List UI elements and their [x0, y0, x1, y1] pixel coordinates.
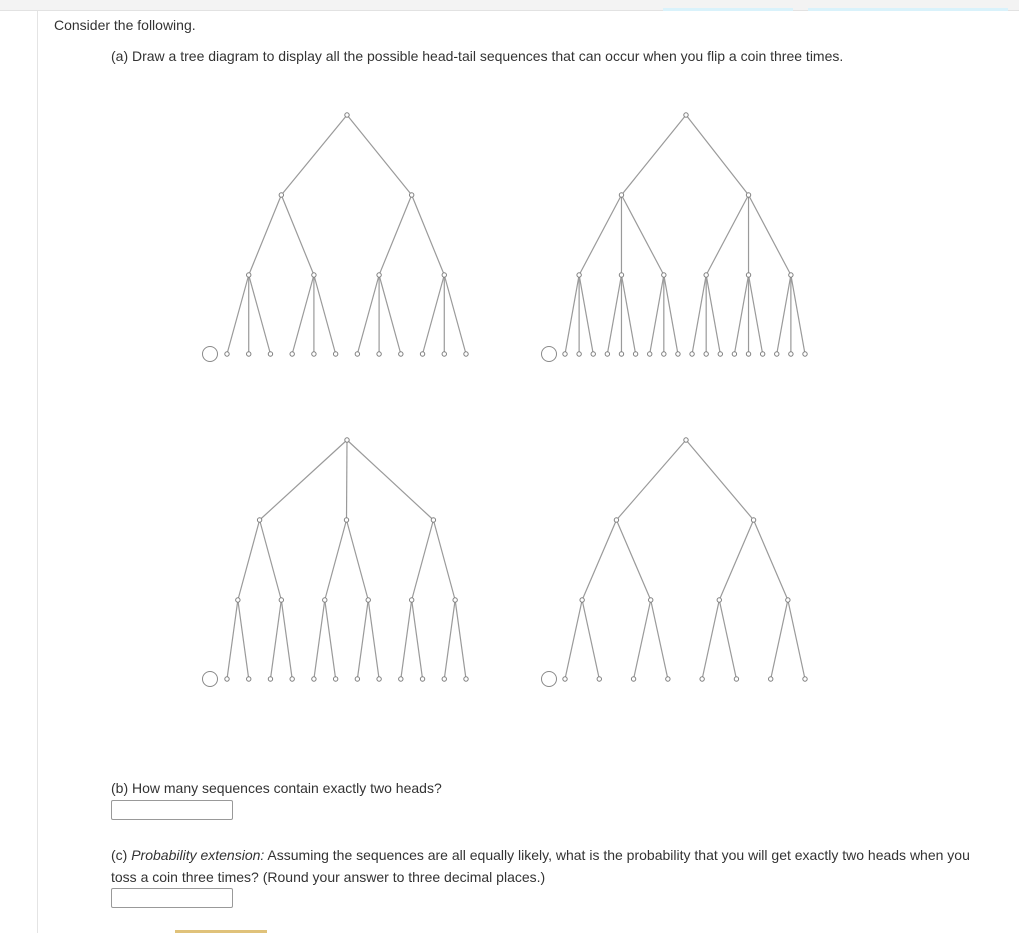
tree-node [290, 677, 294, 681]
tree-branch [260, 440, 347, 520]
tree-branch [579, 275, 593, 354]
tree-branch [357, 275, 379, 354]
tree-node [355, 677, 359, 681]
tree-branch [227, 600, 238, 679]
tree-node [676, 352, 680, 356]
tree-branch [379, 275, 401, 354]
tree-branch [325, 600, 336, 679]
tree-branch [357, 600, 368, 679]
tree-node [648, 352, 652, 356]
tree-branch [706, 195, 748, 275]
part-c-emphasis: Probability extension: [131, 847, 265, 863]
tree-branch [444, 275, 466, 354]
tree-branch [314, 600, 325, 679]
tree-node [399, 352, 403, 356]
tree-node [268, 352, 272, 356]
tree-branch [325, 520, 347, 600]
tree-branch [579, 195, 621, 275]
tree-node [312, 352, 316, 356]
tree-node [442, 352, 446, 356]
tree-branch [686, 115, 749, 195]
tree-node [279, 193, 283, 197]
tree-node [377, 273, 381, 277]
part-c-text: Assuming the sequences are all equally likely, what is the probability that you will get exactly two heads when you toss a coin three times? (Round your answer to three decimal places.) [111, 847, 970, 885]
tree-node [662, 273, 666, 277]
tree-node [442, 677, 446, 681]
tree-node [247, 273, 251, 277]
tree-branch [249, 275, 271, 354]
tree-branch [314, 275, 336, 354]
tree-node [225, 352, 229, 356]
tree-node [789, 273, 793, 277]
tree-branch [433, 520, 455, 600]
tree-branch [238, 520, 260, 600]
tree-node [453, 598, 457, 602]
tree-node [580, 598, 584, 602]
part-c-answer-input[interactable] [111, 888, 233, 908]
tree-node [344, 518, 348, 522]
tree-node [803, 352, 807, 356]
tree-node [690, 352, 694, 356]
tree-node [290, 352, 294, 356]
tree-node [345, 113, 349, 117]
tree-branch [281, 195, 314, 275]
tree-node [247, 677, 251, 681]
tree-branch [582, 520, 616, 600]
tree-option-3-radio[interactable] [202, 671, 218, 687]
tree-node [633, 352, 637, 356]
tree-option-4-radio[interactable] [541, 671, 557, 687]
tree-node [323, 598, 327, 602]
tree-branch [616, 440, 686, 520]
tree-node [420, 352, 424, 356]
tree-branch [292, 275, 314, 354]
tree-node [312, 273, 316, 277]
tree-node [789, 352, 793, 356]
tree-branch [347, 440, 348, 520]
tree-branch [444, 600, 455, 679]
tree-branch [651, 600, 668, 679]
tree-branch [281, 115, 347, 195]
tree-branch [412, 520, 434, 600]
tree-node [577, 273, 581, 277]
tree-node [786, 598, 790, 602]
tree-node [268, 677, 272, 681]
tree-node [333, 352, 337, 356]
tree-branch [379, 195, 412, 275]
tree-node [700, 677, 704, 681]
tree-branch [401, 600, 412, 679]
tree-option-1-radio[interactable] [202, 346, 218, 362]
tree-node [631, 677, 635, 681]
tree-node [684, 113, 688, 117]
tree-node [236, 598, 240, 602]
tree-node [746, 273, 750, 277]
tree-node [247, 352, 251, 356]
tree-branch [368, 600, 379, 679]
tree-branch [565, 600, 582, 679]
tree-branch [791, 275, 805, 354]
tree-node [746, 352, 750, 356]
tree-node [333, 677, 337, 681]
tree-branch [634, 600, 651, 679]
tree-node [431, 518, 435, 522]
tree-branch [749, 275, 763, 354]
tree-branch [412, 195, 445, 275]
tree-node [257, 518, 261, 522]
tree-branch [692, 275, 706, 354]
tree-branch [565, 275, 579, 354]
tree-node [775, 352, 779, 356]
tree-branch [582, 600, 599, 679]
tree-branch [621, 275, 635, 354]
tree-branch [754, 520, 788, 600]
tree-node [614, 518, 618, 522]
tree-option-4 [563, 438, 807, 681]
tree-branch [423, 275, 445, 354]
tree-node [619, 273, 623, 277]
tree-node [355, 352, 359, 356]
tree-node [464, 677, 468, 681]
tree-branch [455, 600, 466, 679]
tree-node [649, 598, 653, 602]
tree-branch [347, 440, 433, 520]
tree-node [464, 352, 468, 356]
tree-node [769, 677, 773, 681]
part-a-prompt: (a) Draw a tree diagram to display all the possible head-tail sequences that can occur when you flip a coin three times. [111, 48, 844, 64]
tree-node [366, 598, 370, 602]
tree-option-2 [563, 113, 807, 356]
tree-node [619, 352, 623, 356]
tree-option-2-radio[interactable] [541, 346, 557, 362]
tree-node [662, 352, 666, 356]
tree-node [718, 352, 722, 356]
tree-node [225, 677, 229, 681]
part-c-label: (c) [111, 847, 128, 863]
tree-branch [719, 600, 736, 679]
tree-node [746, 193, 750, 197]
tree-node [409, 598, 413, 602]
tree-node [605, 352, 609, 356]
tree-branch [650, 275, 664, 354]
tree-option-1 [225, 113, 468, 356]
tree-branch [227, 275, 249, 354]
tree-node [732, 352, 736, 356]
tree-option-3 [225, 438, 468, 681]
tree-node [704, 352, 708, 356]
tree-branch [788, 600, 805, 679]
tree-node [442, 273, 446, 277]
tree-node [717, 598, 721, 602]
part-b-prompt: (b) How many sequences contain exactly two heads? [111, 780, 442, 796]
tree-node [377, 352, 381, 356]
tree-node [803, 677, 807, 681]
tree-branch [249, 195, 282, 275]
part-c-prompt [111, 844, 996, 888]
tree-node [345, 438, 349, 442]
tree-node [409, 193, 413, 197]
tree-branch [734, 275, 748, 354]
tree-node [279, 598, 283, 602]
tree-node [684, 438, 688, 442]
tree-branch [771, 600, 788, 679]
tree-branch [260, 520, 282, 600]
tree-node [734, 677, 738, 681]
tree-branch [719, 520, 753, 600]
tree-branch [702, 600, 719, 679]
tree-node [591, 352, 595, 356]
tree-node [377, 677, 381, 681]
tree-node [597, 677, 601, 681]
tree-branch [347, 115, 412, 195]
tree-branch [706, 275, 720, 354]
tree-node [619, 193, 623, 197]
tree-branch [686, 440, 754, 520]
tree-node [563, 677, 567, 681]
tree-branch [412, 600, 423, 679]
tree-branch [777, 275, 791, 354]
tree-node [577, 352, 581, 356]
tree-node [399, 677, 403, 681]
tree-node [704, 273, 708, 277]
tree-node [420, 677, 424, 681]
tree-branch [616, 520, 650, 600]
tree-node [751, 518, 755, 522]
tree-branch [607, 275, 621, 354]
tree-branch [749, 195, 791, 275]
tree-node [760, 352, 764, 356]
tree-branch [621, 115, 686, 195]
tree-branch [621, 195, 663, 275]
tree-branch [347, 520, 369, 600]
tree-branch [281, 600, 292, 679]
question-intro: Consider the following. [54, 17, 196, 33]
tree-branch [238, 600, 249, 679]
tree-node [666, 677, 670, 681]
part-b-answer-input[interactable] [111, 800, 233, 820]
tree-node [563, 352, 567, 356]
tree-branch [270, 600, 281, 679]
tree-branch [664, 275, 678, 354]
tree-node [312, 677, 316, 681]
